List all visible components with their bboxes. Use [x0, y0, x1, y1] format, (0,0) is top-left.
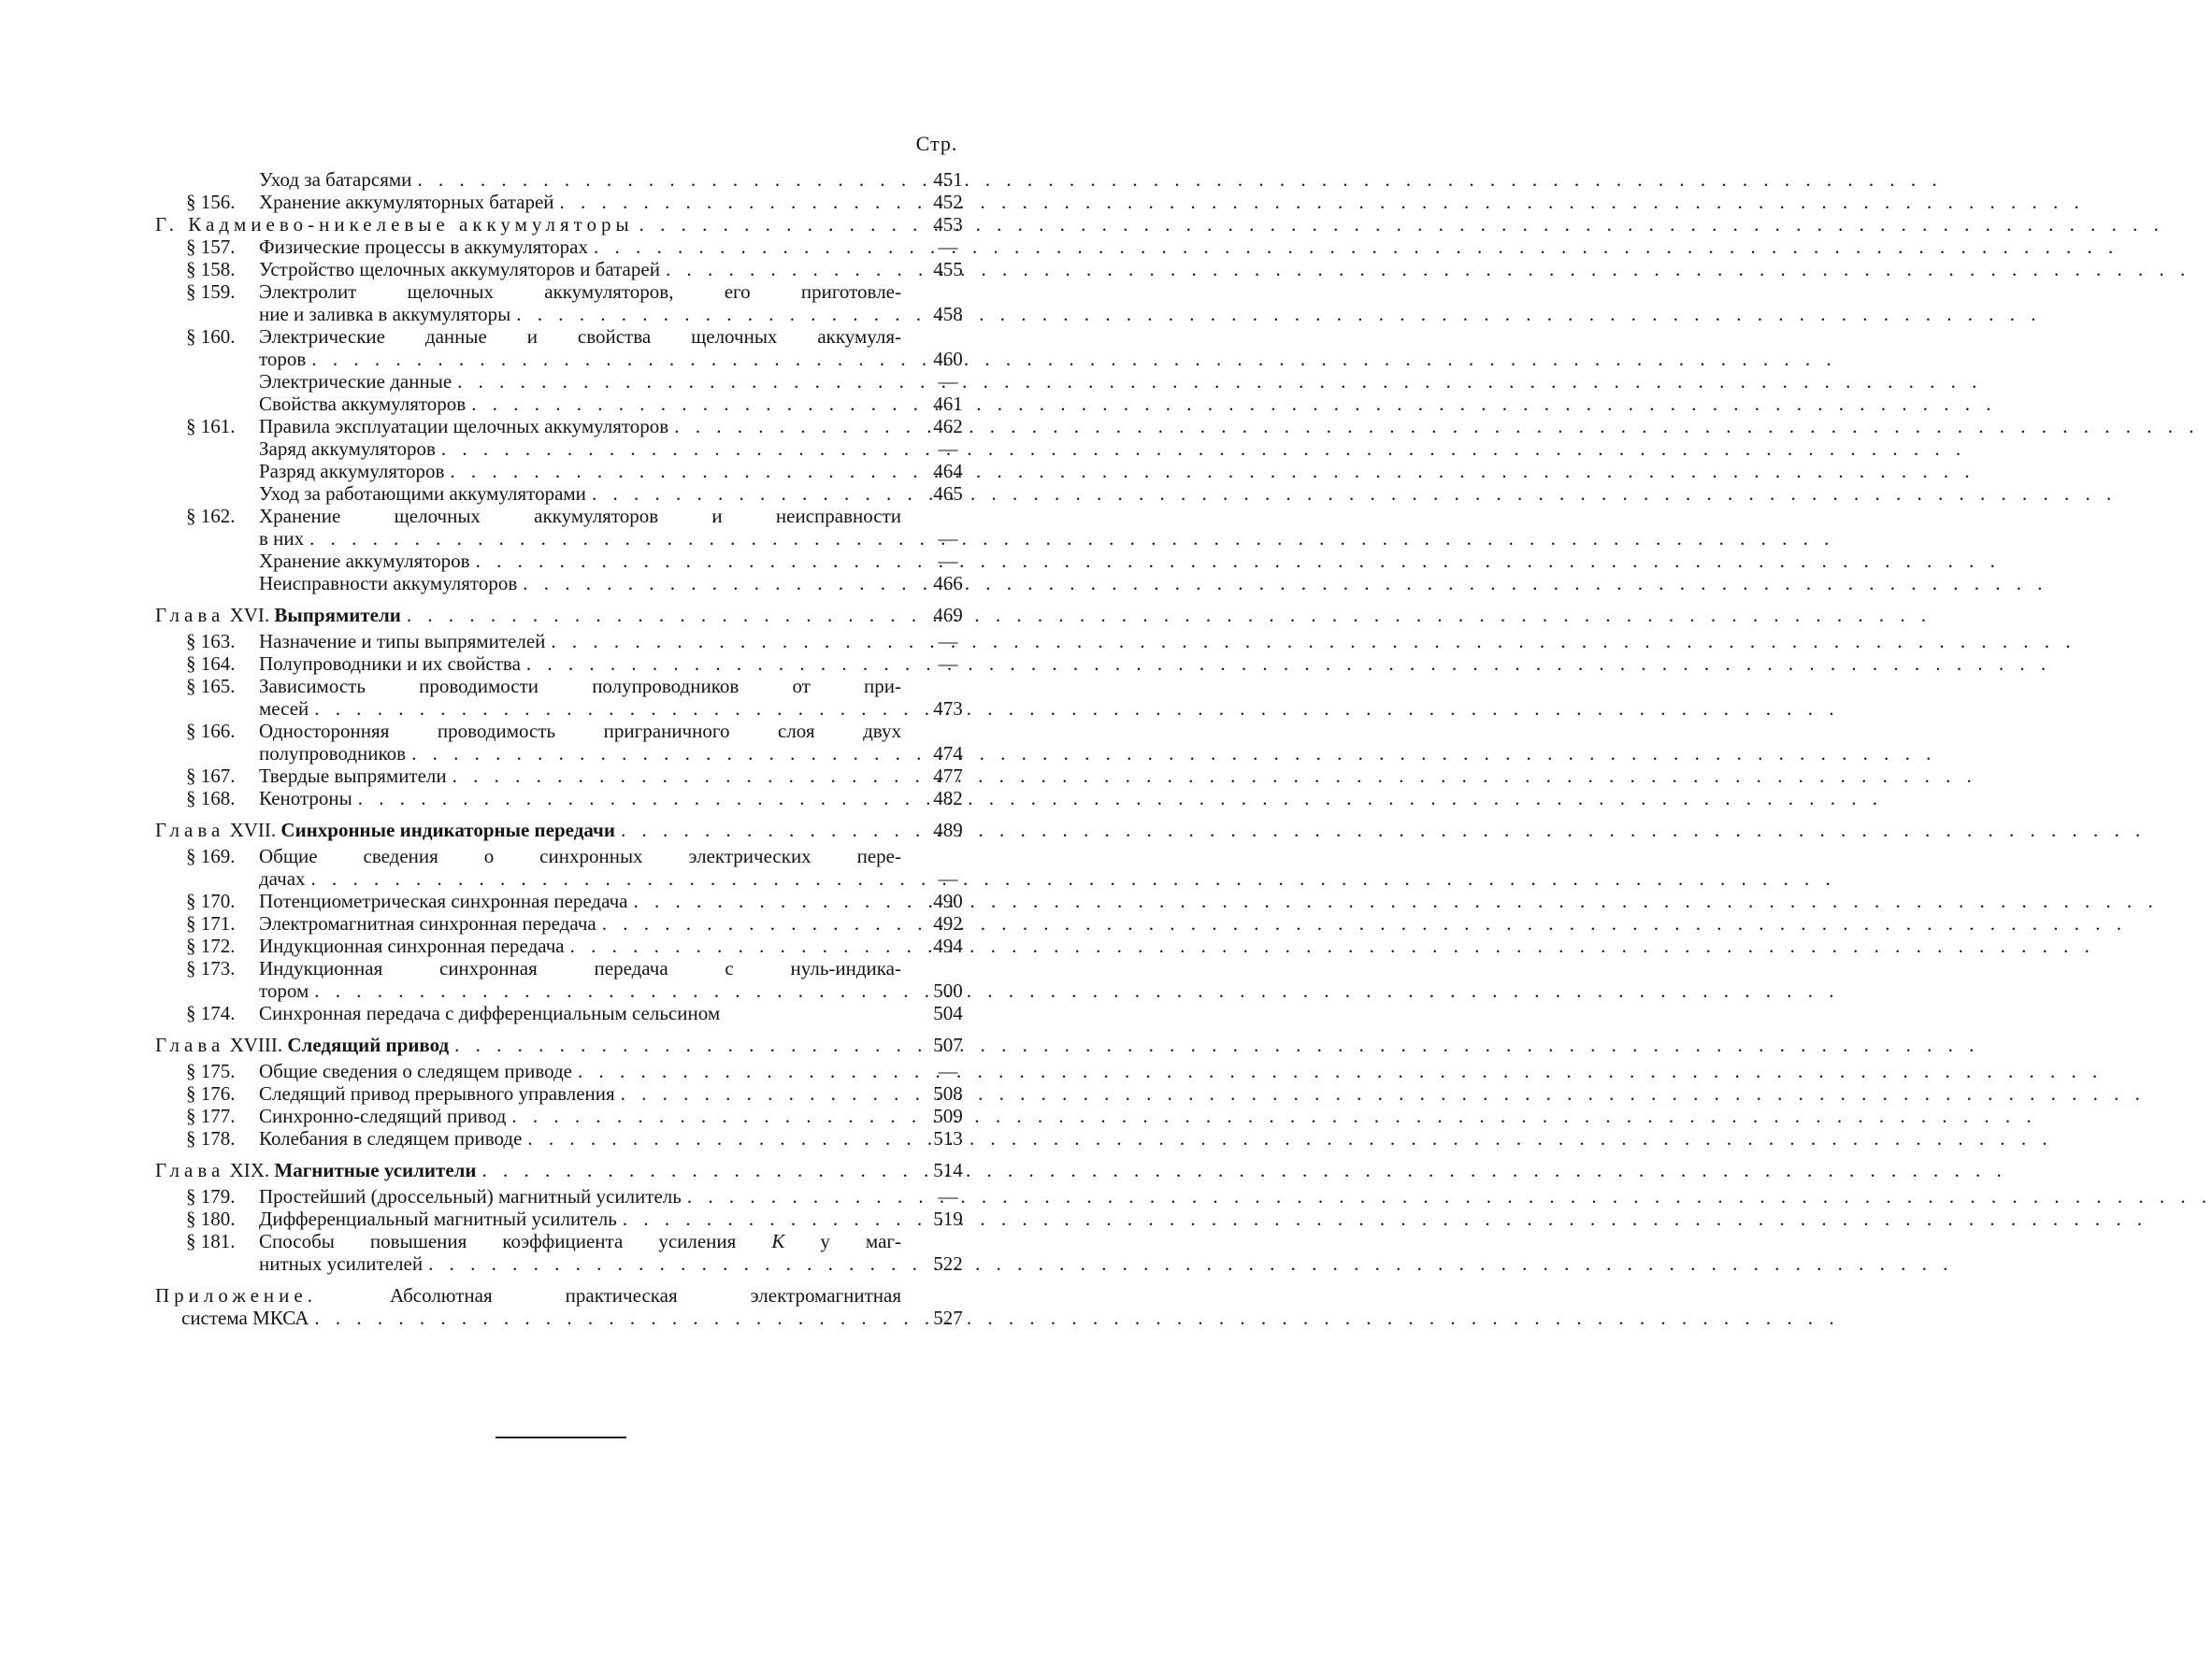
dot-leader [639, 213, 901, 236]
toc-entry-title: Твердые выпрямители [259, 765, 447, 787]
toc-page-number: — [938, 437, 958, 460]
toc-entry[interactable] [155, 845, 970, 867]
section-number: § 179. [186, 1185, 236, 1208]
toc-chapter-heading[interactable] [155, 604, 970, 626]
toc-page-number: 455 [933, 258, 963, 280]
dot-leader [674, 415, 901, 437]
dot-leader [621, 819, 901, 841]
dot-leader [476, 550, 901, 572]
section-number: § 165. [186, 675, 236, 697]
title-part: у маг- [784, 1230, 901, 1252]
toc-entry[interactable] [155, 1060, 970, 1082]
toc-page-number: 509 [933, 1105, 963, 1127]
dot-leader [666, 258, 901, 280]
toc-entry[interactable] [155, 550, 970, 572]
toc-page-number: 494 [933, 935, 963, 957]
toc-entry[interactable] [155, 370, 970, 393]
dot-leader [482, 1159, 901, 1181]
toc-entry-continuation[interactable] [155, 979, 970, 1002]
toc-entry-title: Зависимость проводимости полупроводников от при- [259, 675, 901, 697]
dot-leader [570, 935, 901, 957]
toc-page-number: — [938, 550, 958, 572]
page-column-header: Стр. [915, 132, 958, 155]
section-number: § 181. [186, 1230, 236, 1252]
toc-entry[interactable] [155, 415, 970, 437]
toc-entry-continuation[interactable] [155, 867, 970, 890]
toc-entry[interactable] [155, 280, 970, 303]
chapter-roman-number: XIX. [229, 1159, 270, 1181]
toc-entry[interactable] [155, 482, 970, 505]
toc-page-number: 451 [933, 168, 963, 191]
end-divider-line [496, 1437, 626, 1438]
section-number: § 161. [186, 415, 236, 437]
toc-page-number: 500 [933, 979, 963, 1002]
dot-leader [526, 652, 901, 675]
toc-page-number: 465 [933, 482, 963, 505]
chapter-name: Магнитные усилители [274, 1159, 477, 1181]
toc-entry-title: Хранение аккумуляторов [259, 550, 470, 572]
toc-page-number: 461 [933, 393, 963, 415]
dot-leader [594, 236, 901, 258]
dot-leader [452, 765, 901, 787]
toc-entry[interactable] [155, 652, 970, 675]
section-number: § 170. [186, 890, 236, 912]
toc-entry-title: Общие сведения о следящем приводе [259, 1060, 572, 1082]
appendix-title-cont: система МКСА [181, 1307, 309, 1329]
dot-leader [407, 604, 901, 626]
toc-page-number: 464 [933, 460, 963, 482]
toc-entry-title: Электрические данные и свойства щелочных аккумуля- [259, 325, 901, 348]
toc-entry[interactable] [155, 325, 970, 348]
toc-entry-continuation[interactable] [155, 1252, 970, 1275]
toc-page-number: 492 [933, 912, 963, 935]
dot-leader [309, 527, 901, 550]
chapter-label: Глава [155, 1034, 225, 1056]
toc-page-number: — [938, 1060, 958, 1082]
chapter-roman-number: XVI. [229, 604, 270, 626]
toc-entry[interactable] [155, 890, 970, 912]
toc-entry-title: Односторонняя проводимость приграничного слоя двух [259, 720, 901, 742]
toc-entry-continuation[interactable] [155, 303, 970, 325]
chapter-name: Выпрямители [274, 604, 401, 626]
dot-leader [560, 191, 901, 213]
toc-entry-title: Разряд аккумуляторов [259, 460, 445, 482]
toc-page-number: 504 [933, 1002, 963, 1024]
toc-entry[interactable] [155, 236, 970, 258]
section-number: § 168. [186, 787, 236, 809]
toc-entry[interactable] [155, 787, 970, 809]
dot-leader [516, 303, 901, 325]
toc-page-number: 460 [933, 348, 963, 370]
dot-leader [314, 697, 901, 720]
toc-page-number: 508 [933, 1082, 963, 1105]
toc-entry-title: Полупроводники и их свойства [259, 652, 521, 675]
dot-leader [457, 370, 901, 393]
dot-leader [687, 1185, 901, 1208]
toc-page-number: 527 [933, 1307, 963, 1329]
toc-entry-title-cont: ние и заливка в аккумуляторы [259, 303, 511, 325]
section-number: § 175. [186, 1060, 236, 1082]
toc-entry-continuation[interactable] [155, 742, 970, 765]
toc-entry[interactable] [155, 1105, 970, 1127]
toc-page-number: — [938, 527, 958, 550]
dot-leader [314, 979, 901, 1002]
section-number: § 156. [186, 191, 236, 213]
toc-page-number: 513 [933, 1127, 963, 1150]
chapter-label: Глава [155, 604, 225, 626]
dot-leader [578, 1060, 901, 1082]
dot-leader [551, 630, 901, 652]
dot-leader [527, 1127, 901, 1150]
toc-page-number: 458 [933, 303, 963, 325]
toc-entry-title-cont: в них [259, 527, 305, 550]
toc-entry[interactable] [155, 437, 970, 460]
toc-entry[interactable] [155, 460, 970, 482]
toc-page-number: 453 [933, 213, 963, 236]
chapter-title [155, 819, 615, 841]
toc-entry-title-cont: дачах [259, 867, 306, 890]
dot-leader [523, 572, 901, 594]
table-of-contents [155, 168, 970, 1329]
toc-entry-title: Индукционная синхронная передача [259, 935, 565, 957]
toc-entry[interactable] [155, 1185, 970, 1208]
toc-entry-title: Неисправности аккумуляторов [259, 572, 518, 594]
chapter-roman-number: XVII. [229, 819, 277, 841]
dot-leader [633, 890, 901, 912]
toc-entry[interactable] [155, 630, 970, 652]
toc-page-number: 522 [933, 1252, 963, 1275]
toc-entry-title: Электромагнитная синхронная передача [259, 912, 596, 935]
dot-leader [471, 393, 901, 415]
toc-entry[interactable] [155, 675, 970, 697]
dot-leader [311, 867, 901, 890]
toc-page-number: 519 [933, 1208, 963, 1230]
appendix-title-line: Абсолютная практическая электромагнитная [390, 1284, 902, 1307]
toc-appendix-heading[interactable] [155, 1284, 970, 1307]
toc-page-number: 507 [933, 1034, 963, 1056]
title-part: Способы повышения коэффициента усиления [259, 1230, 772, 1252]
toc-entry[interactable] [155, 393, 970, 415]
coefficient-symbol: К [771, 1230, 785, 1252]
section-number: § 172. [186, 935, 236, 957]
section-number: § 169. [186, 845, 236, 867]
toc-page-number: 452 [933, 191, 963, 213]
section-number: § 164. [186, 652, 236, 675]
toc-entry-title: Колебания в следящем приводе [259, 1127, 523, 1150]
chapter-label: Глава [155, 819, 225, 841]
toc-entry-continuation[interactable] [155, 348, 970, 370]
toc-entry-title: Уход за работающими аккумуляторами [259, 482, 586, 505]
toc-entry-title [259, 1230, 901, 1252]
toc-group-heading[interactable] [155, 213, 970, 236]
toc-entry-title: Простейший (дроссельный) магнитный усилитель [259, 1185, 682, 1208]
section-number: § 159. [186, 280, 236, 303]
toc-entry-title: Общие сведения о синхронных электрических пере- [259, 845, 901, 867]
toc-entry[interactable] [155, 957, 970, 979]
toc-entry-title: Электролит щелочных аккумуляторов, его приготовле- [259, 280, 901, 303]
toc-entry-title: Уход за батарсями [259, 168, 412, 191]
dot-leader [358, 787, 901, 809]
toc-entry-title: Потенциометрическая синхронная передача [259, 890, 628, 912]
section-number: § 174. [186, 1002, 236, 1024]
toc-entry-title: Назначение и типы выпрямителей [259, 630, 546, 652]
toc-page-number: 514 [933, 1159, 963, 1181]
toc-entry[interactable] [155, 1230, 970, 1252]
toc-entry-continuation[interactable] [155, 1307, 970, 1329]
toc-entry[interactable] [155, 720, 970, 742]
toc-page-number: 489 [933, 819, 963, 841]
toc-entry-title-cont: торов [259, 348, 307, 370]
toc-entry[interactable] [155, 258, 970, 280]
toc-entry-title: Следящий привод прерывного управления [259, 1082, 615, 1105]
toc-chapter-heading[interactable] [155, 1034, 970, 1056]
section-number: § 166. [186, 720, 236, 742]
toc-entry-title: Правила эксплуатации щелочных аккумуляторов [259, 415, 669, 437]
dot-leader [314, 1307, 901, 1329]
toc-entry-title: Индукционная синхронная передача с нуль-индика- [259, 957, 901, 979]
toc-page-number: — [938, 630, 958, 652]
toc-entry[interactable] [155, 1002, 970, 1024]
dot-leader [602, 912, 901, 935]
group-title: Г. Кадмиево-никелевые аккумуляторы [155, 213, 634, 236]
section-number: § 171. [186, 912, 236, 935]
toc-chapter-heading[interactable] [155, 819, 970, 841]
toc-entry-title: Свойства аккумуляторов [259, 393, 467, 415]
chapter-label: Глава [155, 1159, 225, 1181]
dot-leader [411, 742, 901, 765]
chapter-name: Синхронные индикаторные передачи [280, 819, 615, 841]
section-number: § 160. [186, 325, 236, 348]
toc-entry-title: Синхронная передача с дифференциальным сельсином [259, 1002, 721, 1024]
toc-entry-title-cont: месей [259, 697, 309, 720]
toc-page-number: 469 [933, 604, 963, 626]
section-number: § 163. [186, 630, 236, 652]
toc-page-number: 473 [933, 697, 963, 720]
toc-entry[interactable] [155, 191, 970, 213]
toc-entry[interactable] [155, 765, 970, 787]
section-number: § 177. [186, 1105, 236, 1127]
toc-page-number: — [938, 1185, 958, 1208]
toc-entry[interactable] [155, 168, 970, 191]
toc-entry-title: Дифференциальный магнитный усилитель [259, 1208, 617, 1230]
toc-page-number: 466 [933, 572, 963, 594]
appendix-title [155, 1284, 901, 1307]
section-number: § 180. [186, 1208, 236, 1230]
section-number: § 178. [186, 1127, 236, 1150]
chapter-title [155, 1159, 477, 1181]
toc-entry-title: Синхронно-следящий привод [259, 1105, 507, 1127]
toc-page-number: 474 [933, 742, 963, 765]
appendix-label: Приложение. [155, 1284, 317, 1307]
dot-leader [417, 168, 901, 191]
toc-entry[interactable] [155, 572, 970, 594]
dot-leader [441, 437, 901, 460]
dot-leader [621, 1082, 901, 1105]
toc-page-number: 490 [933, 890, 963, 912]
section-number: § 157. [186, 236, 236, 258]
toc-entry[interactable] [155, 935, 970, 957]
toc-page-number: — [938, 236, 958, 258]
chapter-roman-number: XVIII. [229, 1034, 283, 1056]
dot-leader [511, 1105, 901, 1127]
toc-entry-title: Устройство щелочных аккумуляторов и батарей [259, 258, 660, 280]
toc-entry-title-cont: тором [259, 979, 309, 1002]
toc-chapter-heading[interactable] [155, 1159, 970, 1181]
toc-entry-title-cont: нитных усилителей [259, 1252, 424, 1275]
dot-leader [592, 482, 901, 505]
dot-leader [454, 1034, 901, 1056]
dot-leader [623, 1208, 901, 1230]
toc-entry-title: Хранение аккумуляторных батарей [259, 191, 554, 213]
toc-entry[interactable] [155, 912, 970, 935]
toc-entry-continuation[interactable] [155, 697, 970, 720]
toc-entry-title: Хранение щелочных аккумуляторов и неисправности [259, 505, 901, 527]
dot-leader [450, 460, 901, 482]
toc-entry[interactable] [155, 1127, 970, 1150]
toc-page-number: — [938, 652, 958, 675]
toc-entry-title: Физические процессы в аккумуляторах [259, 236, 588, 258]
dot-leader [311, 348, 901, 370]
toc-page-number: 462 [933, 415, 963, 437]
section-number: § 167. [186, 765, 236, 787]
toc-entry[interactable] [155, 1082, 970, 1105]
toc-page-number: — [938, 867, 958, 890]
toc-entry[interactable] [155, 1208, 970, 1230]
toc-entry-title-cont: полупроводников [259, 742, 407, 765]
chapter-title [155, 1034, 449, 1056]
chapter-title [155, 604, 401, 626]
toc-entry[interactable] [155, 505, 970, 527]
toc-page-number: — [938, 370, 958, 393]
section-number: § 173. [186, 957, 236, 979]
section-number: § 176. [186, 1082, 236, 1105]
toc-entry-title: Кенотроны [259, 787, 352, 809]
toc-entry-title: Заряд аккумуляторов [259, 437, 436, 460]
toc-entry-continuation[interactable] [155, 527, 970, 550]
section-number: § 162. [186, 505, 236, 527]
toc-entry-title: Электрические данные [259, 370, 452, 393]
chapter-name: Следящий привод [287, 1034, 450, 1056]
section-number: § 158. [186, 258, 236, 280]
dot-leader [428, 1252, 901, 1275]
toc-page-number: 482 [933, 787, 963, 809]
toc-page-number: 477 [933, 765, 963, 787]
